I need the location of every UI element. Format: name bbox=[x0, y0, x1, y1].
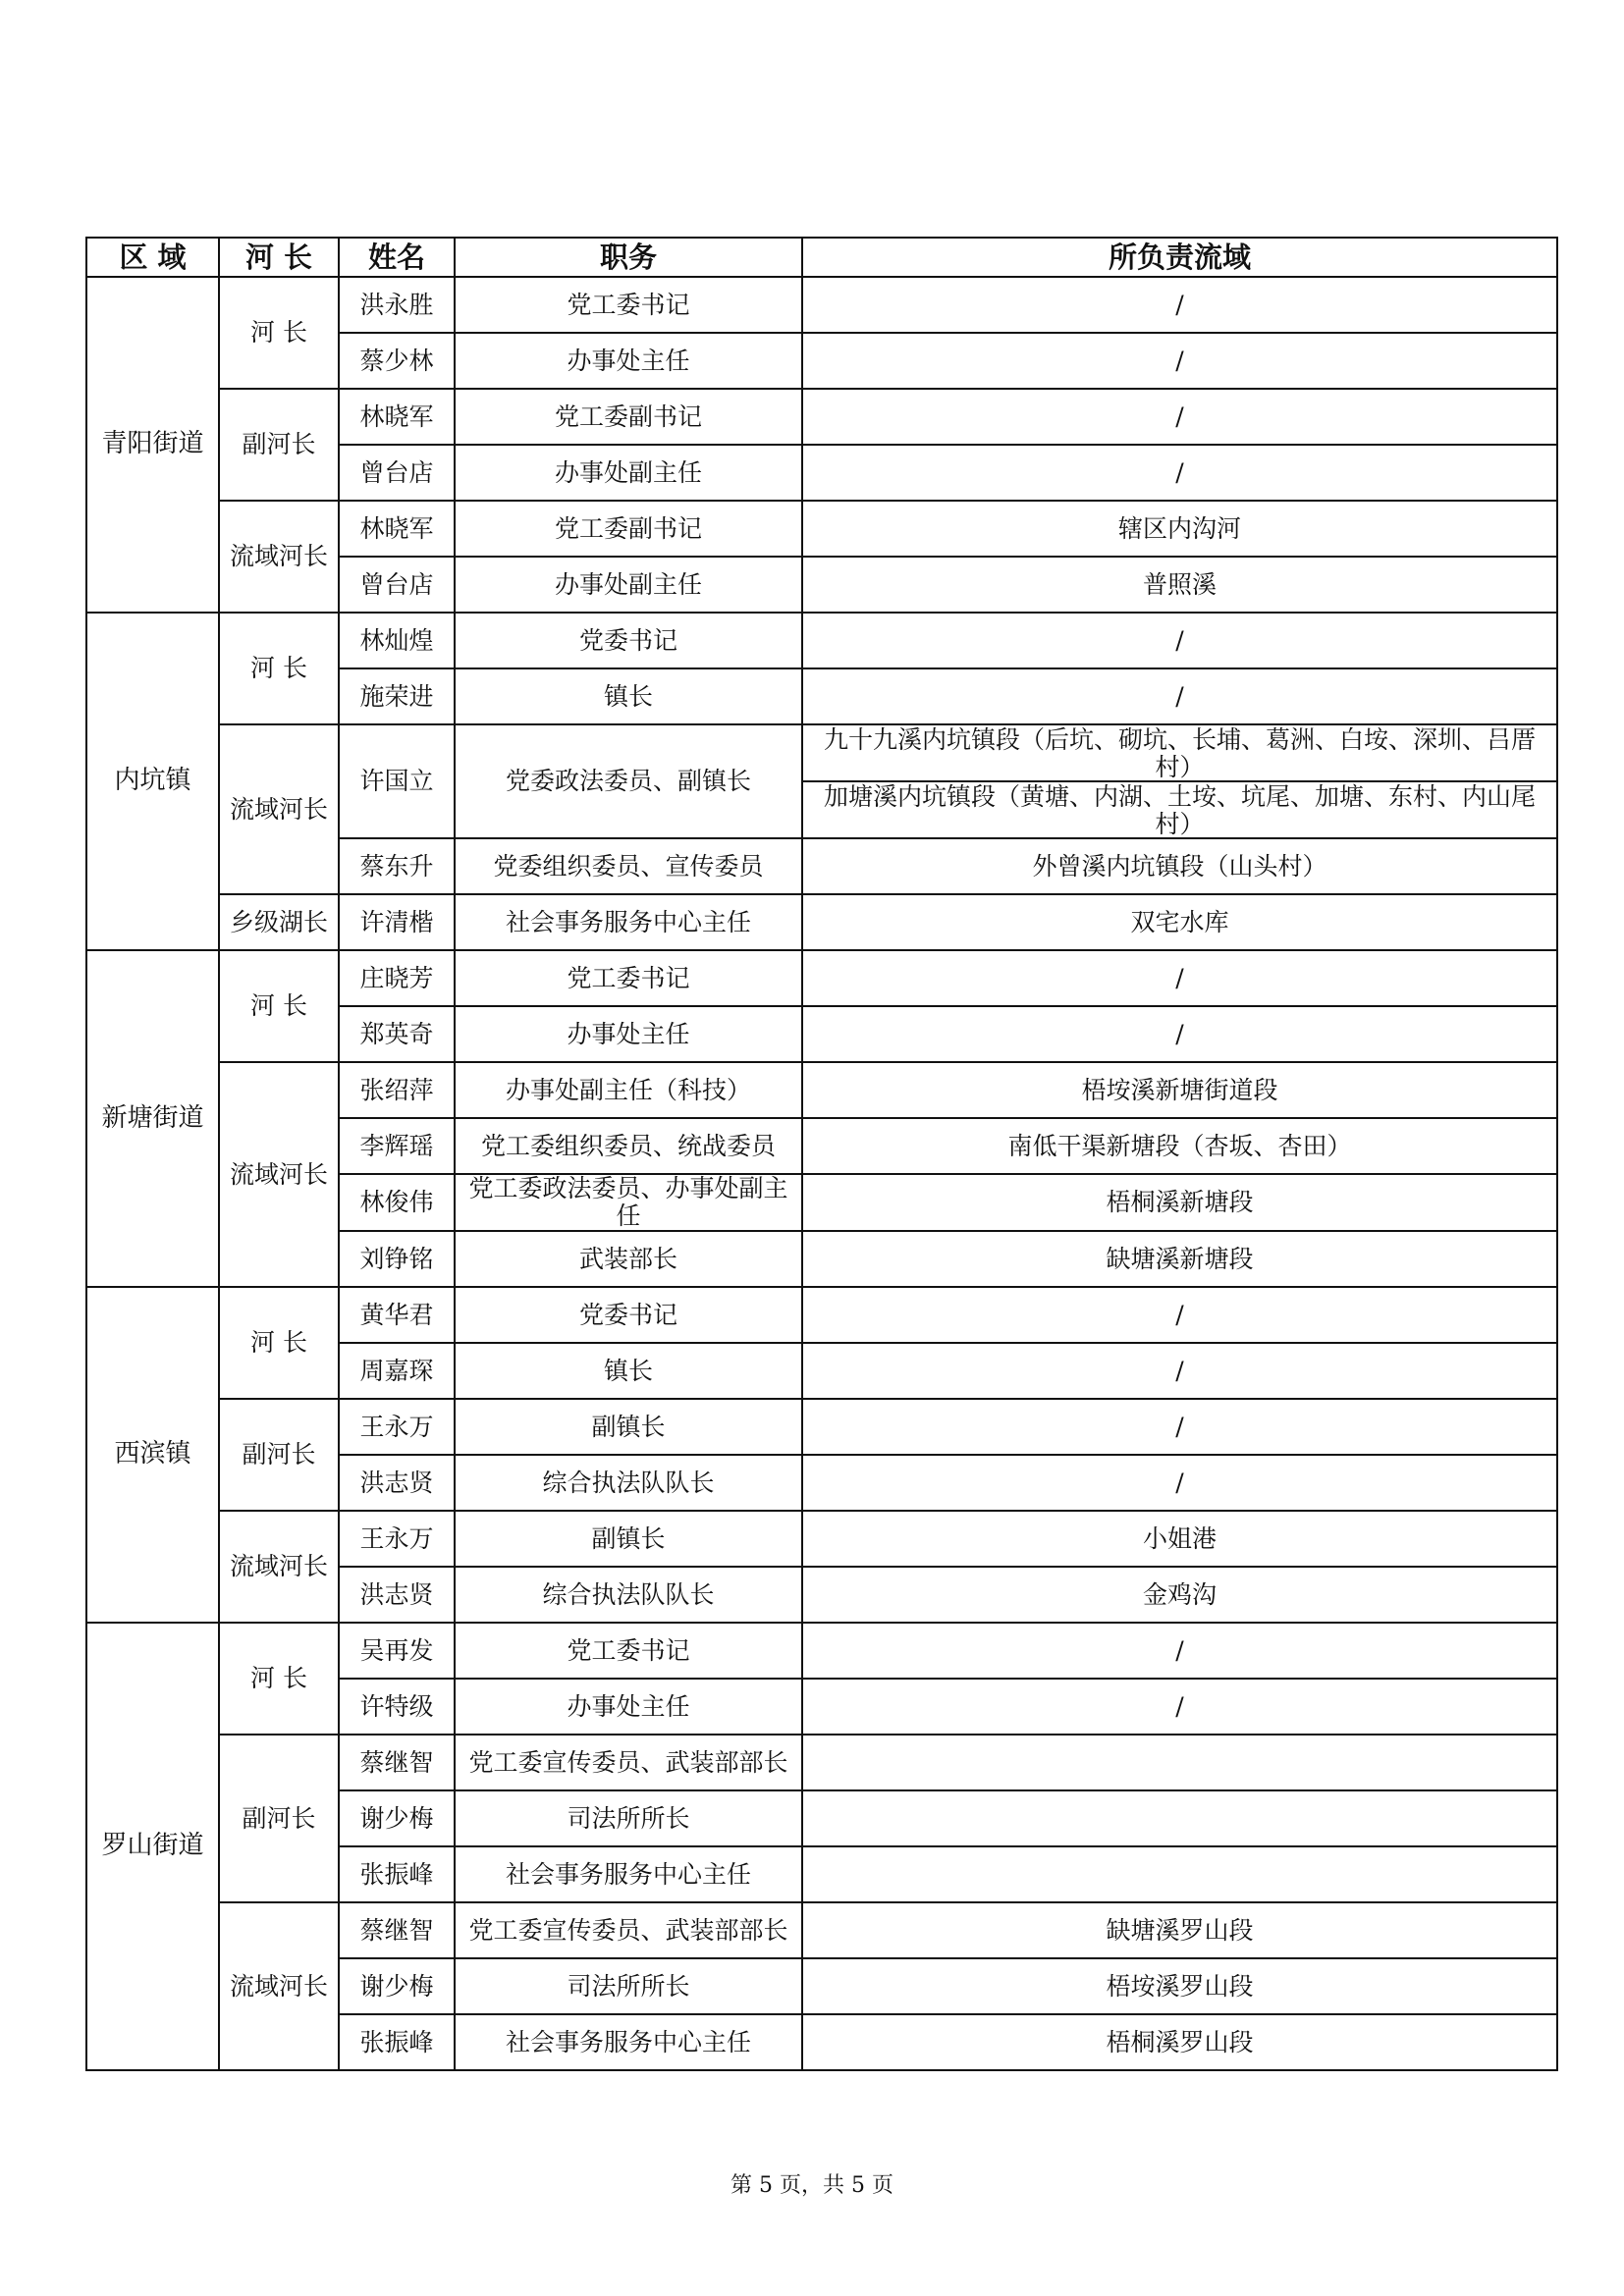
name-cell: 谢少梅 bbox=[339, 1790, 455, 1846]
region-luoshan: 罗山街道 bbox=[86, 1623, 219, 2070]
position-cell: 综合执法队队长 bbox=[455, 1455, 802, 1511]
position-cell: 武装部长 bbox=[455, 1231, 802, 1287]
table-row bbox=[86, 1399, 1557, 1455]
position-cell: 社会事务服务中心主任 bbox=[455, 1846, 802, 1902]
name-cell: 王永万 bbox=[339, 1399, 455, 1455]
area-cell: / bbox=[802, 1623, 1557, 1679]
area-cell: 辖区内沟河 bbox=[802, 501, 1557, 557]
name-cell: 曾台店 bbox=[339, 557, 455, 613]
area-cell bbox=[802, 1790, 1557, 1846]
table-row bbox=[86, 1902, 1557, 1958]
name-cell: 周嘉琛 bbox=[339, 1343, 455, 1399]
region-xibin: 西滨镇 bbox=[86, 1287, 219, 1623]
area-cell: / bbox=[802, 277, 1557, 333]
table-row bbox=[86, 389, 1557, 445]
area-cell: / bbox=[802, 445, 1557, 501]
position-cell: 党工委副书记 bbox=[455, 389, 802, 445]
area-cell: / bbox=[802, 950, 1557, 1006]
position-cell: 社会事务服务中心主任 bbox=[455, 894, 802, 950]
position-cell: 副镇长 bbox=[455, 1399, 802, 1455]
position-cell: 党工委组织委员、统战委员 bbox=[455, 1118, 802, 1174]
name-cell: 张振峰 bbox=[339, 2014, 455, 2070]
area-cell bbox=[802, 1735, 1557, 1790]
role-cell: 流域河长 bbox=[219, 1062, 339, 1287]
role-cell: 河 长 bbox=[219, 1287, 339, 1399]
region-qingyang: 青阳街道 bbox=[86, 277, 219, 613]
header-area: 所负责流域 bbox=[802, 238, 1557, 277]
position-cell: 党工委书记 bbox=[455, 1623, 802, 1679]
area-cell: 南低干渠新塘段（杏坂、杏田） bbox=[802, 1118, 1557, 1174]
area-cell: / bbox=[802, 1287, 1557, 1343]
name-cell: 张振峰 bbox=[339, 1846, 455, 1902]
area-cell: 普照溪 bbox=[802, 557, 1557, 613]
role-cell: 副河长 bbox=[219, 1735, 339, 1902]
table-row bbox=[86, 894, 1557, 950]
area-subcell: 加塘溪内坑镇段（黄塘、内湖、土垵、坑尾、加塘、东村、内山尾村） bbox=[823, 782, 1536, 837]
name-cell: 庄晓芳 bbox=[339, 950, 455, 1006]
role-cell: 河 长 bbox=[219, 950, 339, 1062]
page-footer: 第 5 页，共 5 页 bbox=[731, 2173, 893, 2198]
area-cell: 梧桐溪新塘段 bbox=[802, 1174, 1557, 1231]
table-row bbox=[86, 950, 1557, 1006]
position-cell: 办事处主任 bbox=[455, 1679, 802, 1735]
table-row bbox=[86, 1062, 1557, 1118]
position-cell: 党委书记 bbox=[455, 1287, 802, 1343]
name-cell: 蔡继智 bbox=[339, 1902, 455, 1958]
name-cell: 林灿煌 bbox=[339, 613, 455, 668]
role-cell: 河 长 bbox=[219, 277, 339, 389]
name-cell: 许清楷 bbox=[339, 894, 455, 950]
area-cell: 金鸡沟 bbox=[802, 1567, 1557, 1623]
position-cell: 党工委书记 bbox=[455, 277, 802, 333]
name-cell: 郑英奇 bbox=[339, 1006, 455, 1062]
table-row bbox=[86, 724, 1557, 781]
area-cell: / bbox=[802, 1343, 1557, 1399]
role-cell: 河 长 bbox=[219, 613, 339, 724]
position-cell: 副镇长 bbox=[455, 1511, 802, 1567]
name-cell: 许国立 bbox=[339, 724, 455, 838]
river-chief-table bbox=[85, 237, 1558, 2071]
name-cell: 蔡继智 bbox=[339, 1735, 455, 1790]
area-cell: / bbox=[802, 1679, 1557, 1735]
role-cell: 流域河长 bbox=[219, 1902, 339, 2070]
area-cell: 小姐港 bbox=[802, 1511, 1557, 1567]
position-cell: 办事处副主任 bbox=[455, 557, 802, 613]
name-cell: 洪永胜 bbox=[339, 277, 455, 333]
header-name: 姓名 bbox=[339, 238, 455, 277]
table-row bbox=[86, 501, 1557, 557]
position-cell: 司法所所长 bbox=[455, 1958, 802, 2014]
role-cell: 流域河长 bbox=[219, 724, 339, 894]
area-cell: 缺塘溪罗山段 bbox=[802, 1902, 1557, 1958]
header-role: 河 长 bbox=[219, 238, 339, 277]
position-cell: 镇长 bbox=[455, 668, 802, 724]
role-cell: 副河长 bbox=[219, 389, 339, 501]
table-row bbox=[86, 1287, 1557, 1343]
position-cell: 党委书记 bbox=[455, 613, 802, 668]
name-cell: 蔡少林 bbox=[339, 333, 455, 389]
role-cell: 乡级湖长 bbox=[219, 894, 339, 950]
area-cell bbox=[802, 1846, 1557, 1902]
table-row bbox=[86, 1623, 1557, 1679]
area-cell bbox=[802, 724, 1557, 781]
area-cell: / bbox=[802, 1399, 1557, 1455]
table-row bbox=[86, 277, 1557, 333]
name-cell: 洪志贤 bbox=[339, 1567, 455, 1623]
name-cell: 张绍萍 bbox=[339, 1062, 455, 1118]
header-position: 职务 bbox=[455, 238, 802, 277]
name-cell: 许特级 bbox=[339, 1679, 455, 1735]
position-cell: 办事处主任 bbox=[455, 333, 802, 389]
name-cell: 林晓军 bbox=[339, 501, 455, 557]
table-row bbox=[86, 613, 1557, 668]
region-neikeng: 内坑镇 bbox=[86, 613, 219, 950]
name-cell: 吴再发 bbox=[339, 1623, 455, 1679]
name-cell: 王永万 bbox=[339, 1511, 455, 1567]
name-cell: 曾台店 bbox=[339, 445, 455, 501]
area-cell: 双宅水库 bbox=[802, 894, 1557, 950]
position-cell: 综合执法队队长 bbox=[455, 1567, 802, 1623]
position-cell: 办事处副主任（科技） bbox=[455, 1062, 802, 1118]
position-cell: 党工委宣传委员、武装部部长 bbox=[455, 1902, 802, 1958]
area-cell: / bbox=[802, 668, 1557, 724]
area-cell: 梧桐溪罗山段 bbox=[802, 2014, 1557, 2070]
name-cell: 施荣进 bbox=[339, 668, 455, 724]
area-cell: / bbox=[802, 1455, 1557, 1511]
area-cell: / bbox=[802, 1006, 1557, 1062]
name-cell: 林俊伟 bbox=[339, 1174, 455, 1231]
role-cell: 流域河长 bbox=[219, 501, 339, 613]
position-cell: 办事处副主任 bbox=[455, 445, 802, 501]
role-cell: 流域河长 bbox=[219, 1511, 339, 1623]
area-subcell: 九十九溪内坑镇段（后坑、砌坑、长埔、葛洲、白垵、深圳、吕厝村） bbox=[823, 725, 1536, 780]
header-region: 区 域 bbox=[86, 238, 219, 277]
table-row bbox=[86, 1735, 1557, 1790]
table-row bbox=[86, 1511, 1557, 1567]
header-row bbox=[86, 238, 1557, 277]
role-cell: 副河长 bbox=[219, 1399, 339, 1511]
position-cell: 党委政法委员、副镇长 bbox=[455, 724, 802, 838]
name-cell: 李辉瑶 bbox=[339, 1118, 455, 1174]
area-cell: 外曾溪内坑镇段（山头村） bbox=[802, 838, 1557, 894]
name-cell: 蔡东升 bbox=[339, 838, 455, 894]
position-cell: 党工委书记 bbox=[455, 950, 802, 1006]
position-cell: 司法所所长 bbox=[455, 1790, 802, 1846]
area-cell: 梧垵溪罗山段 bbox=[802, 1958, 1557, 2014]
name-cell: 洪志贤 bbox=[339, 1455, 455, 1511]
name-cell: 刘铮铭 bbox=[339, 1231, 455, 1287]
position-cell: 镇长 bbox=[455, 1343, 802, 1399]
name-cell: 谢少梅 bbox=[339, 1958, 455, 2014]
area-cell: 梧垵溪新塘街道段 bbox=[802, 1062, 1557, 1118]
area-cell: / bbox=[802, 389, 1557, 445]
region-xintang: 新塘街道 bbox=[86, 950, 219, 1287]
position-cell: 社会事务服务中心主任 bbox=[455, 2014, 802, 2070]
position-cell: 党工委宣传委员、武装部部长 bbox=[455, 1735, 802, 1790]
position-cell: 党工委政法委员、办事处副主任 bbox=[455, 1174, 802, 1231]
area-cell: / bbox=[802, 333, 1557, 389]
name-cell: 林晓军 bbox=[339, 389, 455, 445]
position-cell: 党工委副书记 bbox=[455, 501, 802, 557]
area-cell: 缺塘溪新塘段 bbox=[802, 1231, 1557, 1287]
role-cell: 河 长 bbox=[219, 1623, 339, 1735]
position-cell: 办事处主任 bbox=[455, 1006, 802, 1062]
name-cell: 黄华君 bbox=[339, 1287, 455, 1343]
position-cell: 党委组织委员、宣传委员 bbox=[455, 838, 802, 894]
area-cell bbox=[802, 781, 1557, 838]
area-cell: / bbox=[802, 613, 1557, 668]
